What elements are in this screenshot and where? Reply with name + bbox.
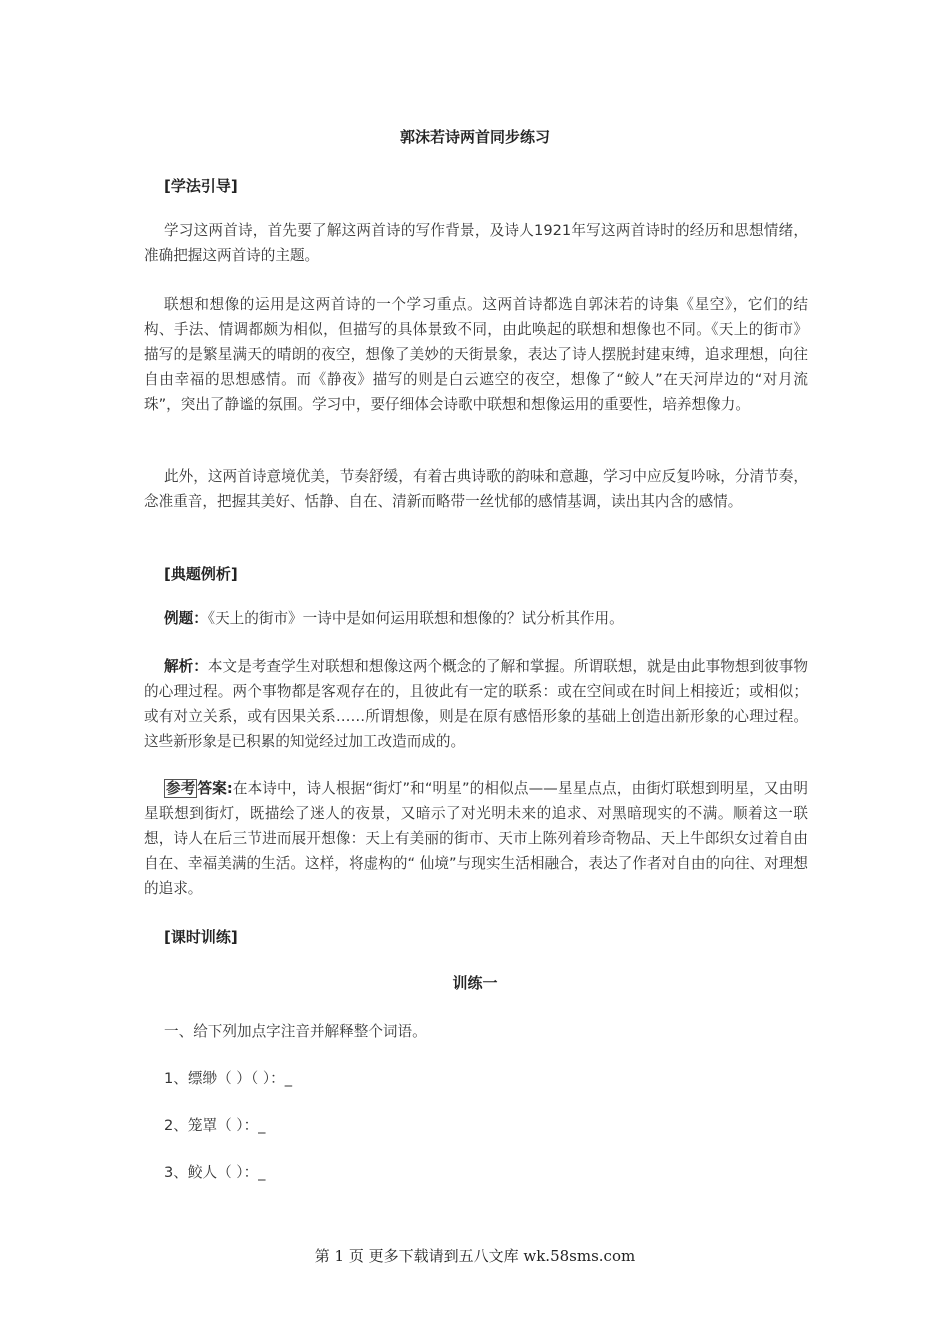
- paragraph-association: 联想和想像的运用是这两首诗的一个学习重点。这两首诗都选自郭沫若的诗集《星空》，它们的结构、手法、情调都颇为相似，但描写的具体景致不同，由此唤起的联想和想像也不同。《天上的街市》描写的是繁星满天的晴朗的夜空，想像了美妙的天街景象，表达了诗人摆脱封建束缚，追求理想，向往自由幸福的思想感情。而《静夜》描写的则是白云遮空的夜空，想像了“鲛人”在天河岸边的“对月流珠”，突出了静谧的氛围。学习中，要仔细体会诗歌中联想和想像运用的重要性，培养想像力。: [144, 296, 808, 413]
- example-question: [144, 606, 808, 631]
- list-item: 1、缥缈（ ）（ ）：_: [164, 1070, 293, 1087]
- paragraph-rhythm: 此外，这两首诗意境优美，节奏舒缓，有着古典诗歌的韵味和意趣，学习中应反复吟咏，分清节奏，念准重音，把握其美好、恬静、自在、清新而略带一丝忧郁的感情基调，读出其内含的感情。: [144, 468, 808, 510]
- paragraph-background: 学习这两首诗，首先要了解这两首诗的写作背景，及诗人1921年写这两首诗时的经历和思想情绪，准确把握这两首诗的主题。: [144, 222, 808, 264]
- list-item: 3、鲛人（ ）：_: [164, 1164, 266, 1181]
- example-label: 例题：: [164, 610, 208, 627]
- answer-label: 答案:: [197, 780, 233, 797]
- answer-text: 在本诗中，诗人根据“街灯”和“明星”的相似点——星星点点，由街灯联想到明星，又由明星联想到街灯，既描绘了迷人的夜景，又暗示了对光明未来的追求、对黑暗现实的不满。顺着这一联想，诗人在后三节进而展开想像：天上有美丽的街市、天市上陈列着珍奇物品、天上牛郎织女过着自由自在、幸福美满的生活。这样，将虚构的“ 仙境”与现实生活相融合，表达了作者对自由的向往、对理想的追求。: [144, 780, 808, 897]
- list-item: 2、笼罩（ ）：_: [164, 1117, 266, 1134]
- answer-label-boxed: 参考: [166, 780, 196, 797]
- analysis-paragraph: [144, 654, 808, 754]
- document-title: 郭沫若诗两首同步练习: [399, 129, 550, 146]
- page-footer: 第 1 页 更多下载请到五八文库 wk.58sms.com: [314, 1247, 636, 1265]
- section-heading-examples: [典题例析]: [164, 565, 238, 583]
- example-text: 《天上的街市》一诗中是如何运用联想和想像的？试分析其作用。: [207, 610, 624, 627]
- section-heading-study-guide: [学法引导]: [164, 177, 238, 195]
- question-intro: 一、给下列加点字注音并解释整个词语。: [164, 1023, 427, 1040]
- section-heading-training: [课时训练]: [164, 928, 238, 946]
- analysis-label: 解析：: [164, 658, 208, 675]
- training-one-heading: 训练一: [452, 974, 498, 992]
- answer-paragraph: [144, 776, 808, 901]
- analysis-text: 本文是考查学生对联想和想像这两个概念的了解和掌握。所谓联想，就是由此事物想到彼事物的心理过程。两个事物都是客观存在的，且彼此有一定的联系：或在空间或在时间上相接近；或相似；或有对立关系，或有因果关系……所谓想像，则是在原有感悟形象的基础上创造出新形象的心理过程。这些新形象是已积累的知觉经过加工改造而成的。: [144, 658, 808, 750]
